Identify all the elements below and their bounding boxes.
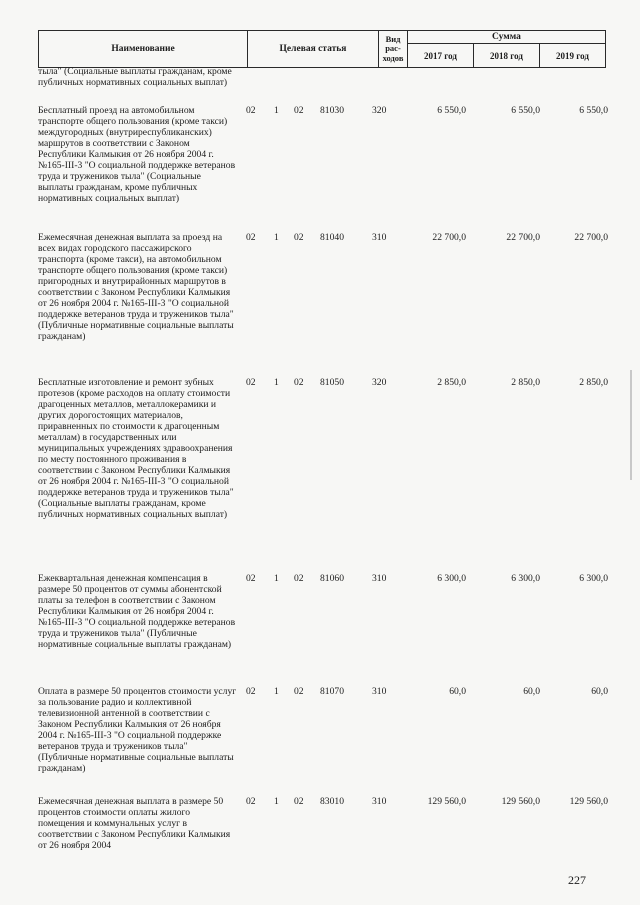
row-code-direction: 81040 bbox=[320, 232, 344, 243]
header-sum: Сумма bbox=[408, 31, 606, 44]
page-number: 227 bbox=[568, 873, 586, 887]
header-year-2018: 2018 год bbox=[474, 44, 540, 68]
row-amount-2018: 6 550,0 bbox=[511, 105, 540, 116]
row-code-subprogram: 1 bbox=[274, 105, 279, 116]
row-code-subprogram: 1 bbox=[274, 377, 279, 388]
row-amount-2018: 22 700,0 bbox=[506, 232, 540, 243]
row-name: Ежемесячная денежная выплата в размере 50 процентов стоимости оплаты жилого помещения и коммунальных услуг в соответствии с Законом Республики Калмыкия от 26 ноября 2004 bbox=[38, 796, 231, 851]
row-code-main-activity: 02 bbox=[294, 232, 304, 243]
header-year-2017: 2017 год bbox=[408, 44, 474, 68]
header-year-2019: 2019 год bbox=[540, 44, 606, 68]
row-amount-2017: 2 850,0 bbox=[437, 377, 466, 388]
row-name: Бесплатный проезд на автомобильном транспорте общего пользования (кроме такси) междугородных (внутриреспубликанских) маршрутов в соответствии с Законом Республики Калмыкия от 26 ноября 2004 г. №165-III-3 "О социальной поддержке ветеранов труда и тружеников тыла" (Социальные выплаты гражданам, кроме публичных нормативных социальных выплат) bbox=[38, 105, 236, 204]
row-code-main-activity: 02 bbox=[294, 377, 304, 388]
row-code-program: 02 bbox=[246, 377, 256, 388]
row-amount-2017: 22 700,0 bbox=[432, 232, 466, 243]
row-amount-2019: 129 560,0 bbox=[569, 796, 608, 807]
header-target-article: Целевая статья bbox=[248, 31, 379, 68]
row-code-main-activity: 02 bbox=[294, 105, 304, 116]
row-code-main-activity: 02 bbox=[294, 796, 304, 807]
row-expense-type: 310 bbox=[372, 796, 387, 807]
row-amount-2018: 2 850,0 bbox=[511, 377, 540, 388]
row-amount-2019: 60,0 bbox=[591, 686, 608, 697]
row-expense-type: 310 bbox=[372, 686, 387, 697]
row-name: Ежемесячная денежная выплата за проезд на всех видах городского пассажирского транспорта (кроме такси), на автомобильном транспорте общего пользования (кроме такси) пригородных и внутрирайонных маршрутов в соответствии с Законом Республики Калмыкия от 26 ноября 2004 г. №165-III-3 "О социальной поддержке ветеранов труда и тружеников тыла" (Публичные нормативные социальные выплаты гражданам) bbox=[38, 232, 234, 342]
row-amount-2019: 2 850,0 bbox=[579, 377, 608, 388]
scan-edge-mark bbox=[630, 370, 632, 480]
row-expense-type: 320 bbox=[372, 377, 387, 388]
header-vid-line1: Вид bbox=[385, 33, 401, 44]
row-name: Оплата в размере 50 процентов стоимости услуг за пользование радио и коллективной телевизионной антенной в соответствии с Законом Республики Калмыкия от 26 ноября 2004 г. №165-III-3 "О социальной поддержке ветеранов труда и тружеников тыла" (Публичные нормативные социальные выплаты гражданам) bbox=[38, 686, 237, 774]
row-amount-2018: 129 560,0 bbox=[501, 796, 540, 807]
header-vid-line3: ходов bbox=[382, 52, 404, 63]
row-amount-2019: 6 300,0 bbox=[579, 573, 608, 584]
row-name: Бесплатные изготовление и ремонт зубных протезов (кроме расходов на оплату стоимости драгоценных металлов, металлокерамики и других дорогостоящих материалов, приравненных по стоимости к драгоценным металлам) в государственных или муниципальных учреждениях здравоохранения по месту постоянного проживания в соответствии с Законом Республики Калмыкия от 26 ноября 2004 г. №165-III-3 "О социальной поддержке ветеранов труда и тружеников тыла" (Социальные выплаты гражданам, кроме публичных нормативных социальных выплат) bbox=[38, 377, 234, 520]
continuation-text: тыла" (Социальные выплаты гражданам, кроме публичных нормативных социальных выплат) bbox=[38, 66, 232, 88]
row-code-direction: 81030 bbox=[320, 105, 344, 116]
header-name: Наименование bbox=[39, 31, 248, 68]
row-expense-type: 310 bbox=[372, 232, 387, 243]
header-vid-line2: рас- bbox=[385, 43, 401, 54]
row-expense-type: 320 bbox=[372, 105, 387, 116]
row-code-subprogram: 1 bbox=[274, 232, 279, 243]
row-code-program: 02 bbox=[246, 796, 256, 807]
row-amount-2018: 60,0 bbox=[523, 686, 540, 697]
row-amount-2019: 6 550,0 bbox=[579, 105, 608, 116]
row-code-direction: 81070 bbox=[320, 686, 344, 697]
header-expense-type bbox=[379, 31, 408, 68]
row-code-direction: 81050 bbox=[320, 377, 344, 388]
row-amount-2017: 6 550,0 bbox=[437, 105, 466, 116]
row-code-main-activity: 02 bbox=[294, 686, 304, 697]
row-amount-2019: 22 700,0 bbox=[574, 232, 608, 243]
row-amount-2017: 60,0 bbox=[449, 686, 466, 697]
row-name: Ежеквартальная денежная компенсация в размере 50 процентов от суммы абонентской платы за телефон в соответствии с Законом Республики Калмыкия от 26 ноября 2004 г. №165-III-3 "О социальной поддержке ветеранов труда и тружеников тыла" (Публичные нормативные социальные выплаты гражданам) bbox=[38, 573, 236, 650]
row-code-direction: 81060 bbox=[320, 573, 344, 584]
row-amount-2017: 129 560,0 bbox=[427, 796, 466, 807]
row-code-program: 02 bbox=[246, 105, 256, 116]
table-header bbox=[38, 30, 606, 68]
row-code-direction: 83010 bbox=[320, 796, 344, 807]
row-amount-2017: 6 300,0 bbox=[437, 573, 466, 584]
row-expense-type: 310 bbox=[372, 573, 387, 584]
row-code-program: 02 bbox=[246, 232, 256, 243]
row-code-program: 02 bbox=[246, 573, 256, 584]
row-code-subprogram: 1 bbox=[274, 796, 279, 807]
row-amount-2018: 6 300,0 bbox=[511, 573, 540, 584]
row-code-subprogram: 1 bbox=[274, 686, 279, 697]
row-code-main-activity: 02 bbox=[294, 573, 304, 584]
row-code-program: 02 bbox=[246, 686, 256, 697]
row-code-subprogram: 1 bbox=[274, 573, 279, 584]
